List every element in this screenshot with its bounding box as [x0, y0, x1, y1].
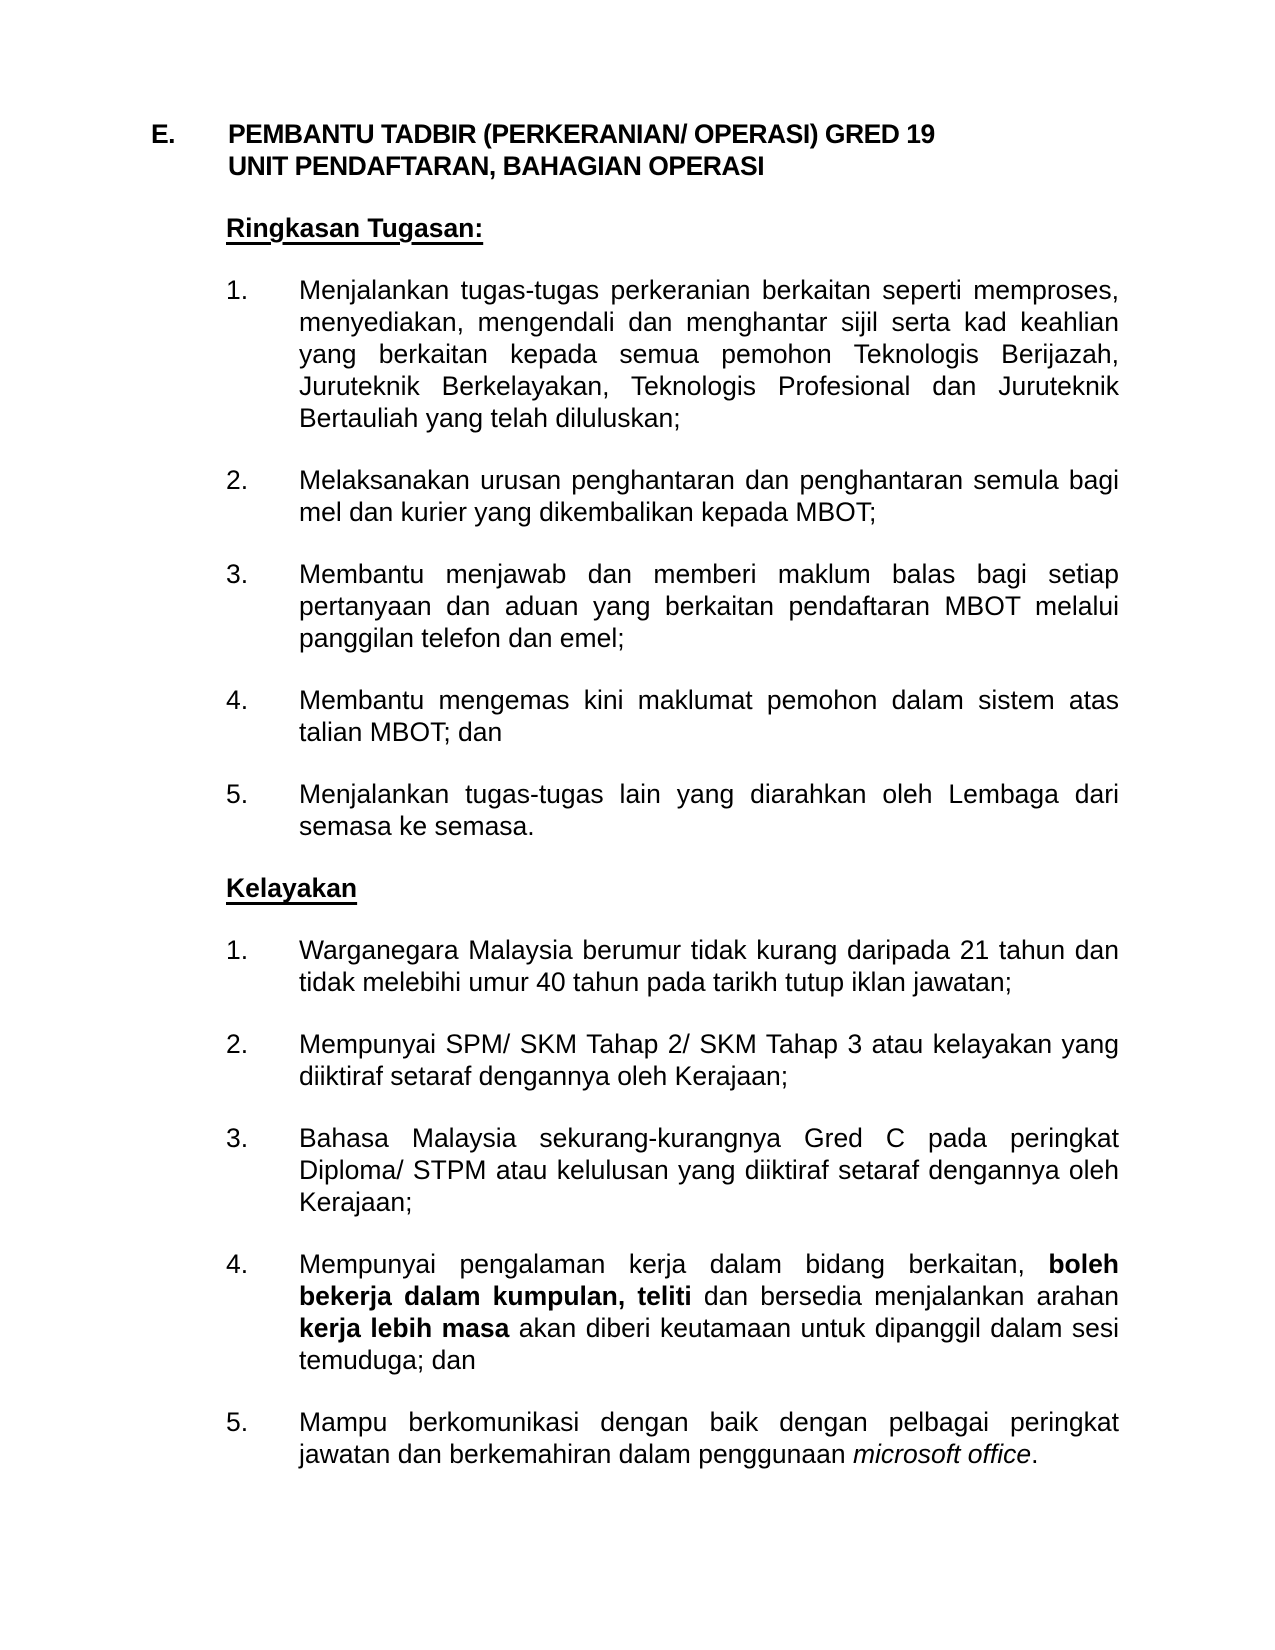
list-item [151, 1122, 1124, 1218]
section-heading-text: Ringkasan Tugasan: [226, 213, 484, 243]
list-item [151, 778, 1124, 842]
text-run: Melaksanakan urusan penghantaran dan penghantaran semula bagi mel dan kurier yang dikembalikan kepada MBOT; [299, 465, 1119, 527]
text-run: Membantu menjawab dan memberi maklum balas bagi setiap pertanyaan dan aduan yang berkaitan pendaftaran MBOT melalui panggilan telefon dan emel; [299, 559, 1119, 653]
item-text [299, 778, 1119, 842]
job-title [228, 118, 1124, 182]
item-number: 2. [226, 465, 249, 495]
item-text [299, 1248, 1119, 1376]
qualification-list [151, 934, 1124, 1470]
item-number: 5. [226, 1407, 249, 1437]
section-letter: E. [151, 119, 176, 149]
text-run: Bahasa Malaysia sekurang-kurangnya Gred C pada peringkat Diploma/ STPM atau kelulusan yang diiktiraf setaraf dengannya oleh Kerajaan; [299, 1123, 1119, 1217]
list-item [151, 1406, 1124, 1470]
item-number: 1. [226, 935, 249, 965]
section-heading-text: Kelayakan [226, 873, 358, 903]
list-item [151, 558, 1124, 654]
text-run: Menjalankan tugas-tugas lain yang diarahkan oleh Lembaga dari semasa ke semasa. [299, 779, 1119, 841]
section-ringkasan-tugasan [151, 212, 1124, 842]
list-item [151, 1248, 1124, 1376]
text-run: kerja lebih masa [299, 1313, 510, 1343]
item-number: 4. [226, 685, 249, 715]
item-text [299, 1028, 1119, 1092]
item-number: 1. [226, 275, 249, 305]
text-run: Menjalankan tugas-tugas perkeranian berkaitan seperti memproses, menyediakan, mengendali dan menghantar sijil serta kad keahlian yang berkaitan kepada semua pemohon Teknologis Berijazah, Juruteknik Berkelayakan, Teknologis Profesional dan Juruteknik Bertauliah yang telah diluluskan; [299, 275, 1119, 433]
job-title-line2: UNIT PENDAFTARAN, BAHAGIAN OPERASI [228, 151, 765, 181]
list-item [151, 934, 1124, 998]
list-item [151, 1028, 1124, 1092]
text-run: Warganegara Malaysia berumur tidak kurang daripada 21 tahun dan tidak melebihi umur 40 tahun pada tarikh tutup iklan jawatan; [299, 935, 1119, 997]
item-text [299, 1406, 1119, 1470]
item-number: 3. [226, 1123, 249, 1153]
text-run: Mempunyai pengalaman kerja dalam bidang berkaitan, [299, 1249, 1049, 1279]
text-run: microsoft office [852, 1439, 1032, 1469]
text-run: . [1031, 1439, 1039, 1469]
item-text [299, 684, 1119, 748]
text-run: dan bersedia menjalankan arahan [691, 1281, 1119, 1311]
section-kelayakan [151, 872, 1124, 1470]
item-number: 5. [226, 779, 249, 809]
item-text [299, 934, 1119, 998]
job-title-line1: PEMBANTU TADBIR (PERKERANIAN/ OPERASI) GRED 19 [228, 119, 935, 149]
item-text [299, 274, 1119, 434]
task-list [151, 274, 1124, 842]
section-heading-kelayakan [226, 872, 1124, 904]
text-run: boleh bekerja dalam kumpulan, teliti [299, 1249, 1119, 1311]
list-item [151, 464, 1124, 528]
section-heading-ringkasan [226, 212, 1124, 244]
item-text [299, 558, 1119, 654]
text-run: Mampu berkomunikasi dengan baik dengan pelbagai peringkat jawatan dan berkemahiran dalam penggunaan [299, 1407, 1119, 1469]
item-text [299, 1122, 1119, 1218]
item-number: 2. [226, 1029, 249, 1059]
job-title-block [151, 118, 1124, 182]
list-item [151, 684, 1124, 748]
list-item [151, 274, 1124, 434]
item-text [299, 464, 1119, 528]
item-number: 3. [226, 559, 249, 589]
item-number: 4. [226, 1249, 249, 1279]
text-run: Mempunyai SPM/ SKM Tahap 2/ SKM Tahap 3 atau kelayakan yang diiktiraf setaraf dengannya oleh Kerajaan; [299, 1029, 1119, 1091]
text-run: akan diberi keutamaan untuk dipanggil dalam sesi temuduga; dan [299, 1313, 1119, 1375]
text-run: Membantu mengemas kini maklumat pemohon dalam sistem atas talian MBOT; dan [299, 685, 1119, 747]
